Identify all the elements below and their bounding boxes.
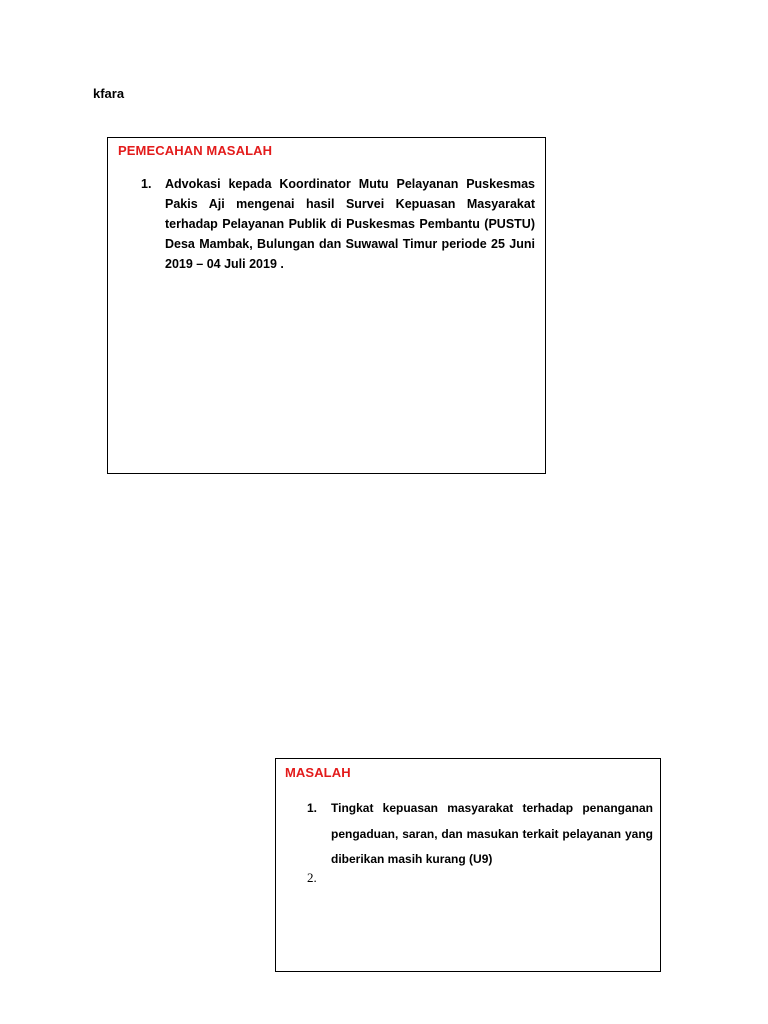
problem-solving-box [107,137,546,474]
problem-box [275,758,661,972]
problem-solving-title: PEMECAHAN MASALAH [118,143,273,158]
list-item-number: 1. [141,177,152,191]
list-item-number: 2. [307,870,317,885]
page-header-text: kfara [93,86,125,101]
list-item [141,174,535,274]
list-item-number: 1. [307,801,318,815]
list-item-text: Advokasi kepada Koordinator Mutu Pelayanan Puskesmas Pakis Aji mengenai hasil Survei Kepuasan Masyarakat terhadap Pelayanan Publik di Puskesmas Pembantu (PUSTU) Desa Mambak, Bulungan dan Suwawal Timur periode 25 Juni 2019 – 04 Juli 2019 . [165,177,535,271]
list-item [307,870,317,886]
problem-title: MASALAH [285,765,351,780]
list-item-text: Tingkat kepuasan masyarakat terhadap penanganan pengaduan, saran, dan masukan terkait pelayanan yang diberikan masih kurang (U9) [331,801,653,866]
list-item [307,796,653,873]
